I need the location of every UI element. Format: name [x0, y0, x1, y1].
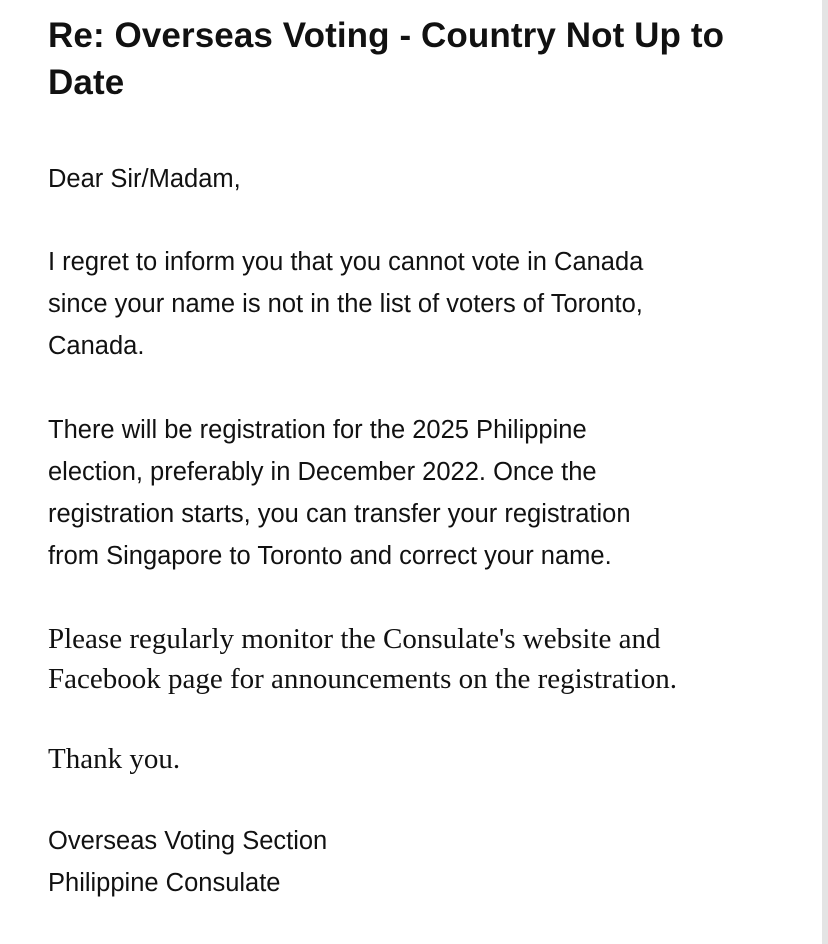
email-subject	[48, 12, 808, 106]
paragraph-line: There will be registration for the 2025 Philippine	[48, 416, 587, 444]
greeting: Dear Sir/Madam,	[48, 165, 241, 193]
email-body	[48, 0, 808, 904]
paragraph-line: Facebook page for announcements on the registration.	[48, 663, 677, 695]
paragraph-line: from Singapore to Toronto and correct your name.	[48, 542, 612, 570]
paragraph-line: election, preferably in December 2022. Once the	[48, 458, 597, 486]
closing: Thank you.	[48, 743, 181, 775]
paragraph-registration	[48, 409, 808, 577]
subject-line: Date	[48, 63, 125, 102]
scrollbar[interactable]	[822, 0, 828, 944]
paragraph-line: I regret to inform you that you cannot vote in Canada	[48, 248, 644, 276]
signature-line: Philippine Consulate	[48, 869, 281, 897]
paragraph-line: since your name is not in the list of voters of Toronto,	[48, 290, 643, 318]
paragraph-line: registration starts, you can transfer your registration	[48, 500, 631, 528]
signature	[48, 820, 808, 904]
paragraph-line: Please regularly monitor the Consulate's website and	[48, 623, 661, 655]
subject-line: Re: Overseas Voting - Country Not Up to	[48, 16, 725, 55]
signature-line: Overseas Voting Section	[48, 827, 328, 855]
paragraph-cannot-vote	[48, 241, 808, 367]
paragraph-monitor	[48, 619, 808, 699]
paragraph-line: Canada.	[48, 332, 145, 360]
